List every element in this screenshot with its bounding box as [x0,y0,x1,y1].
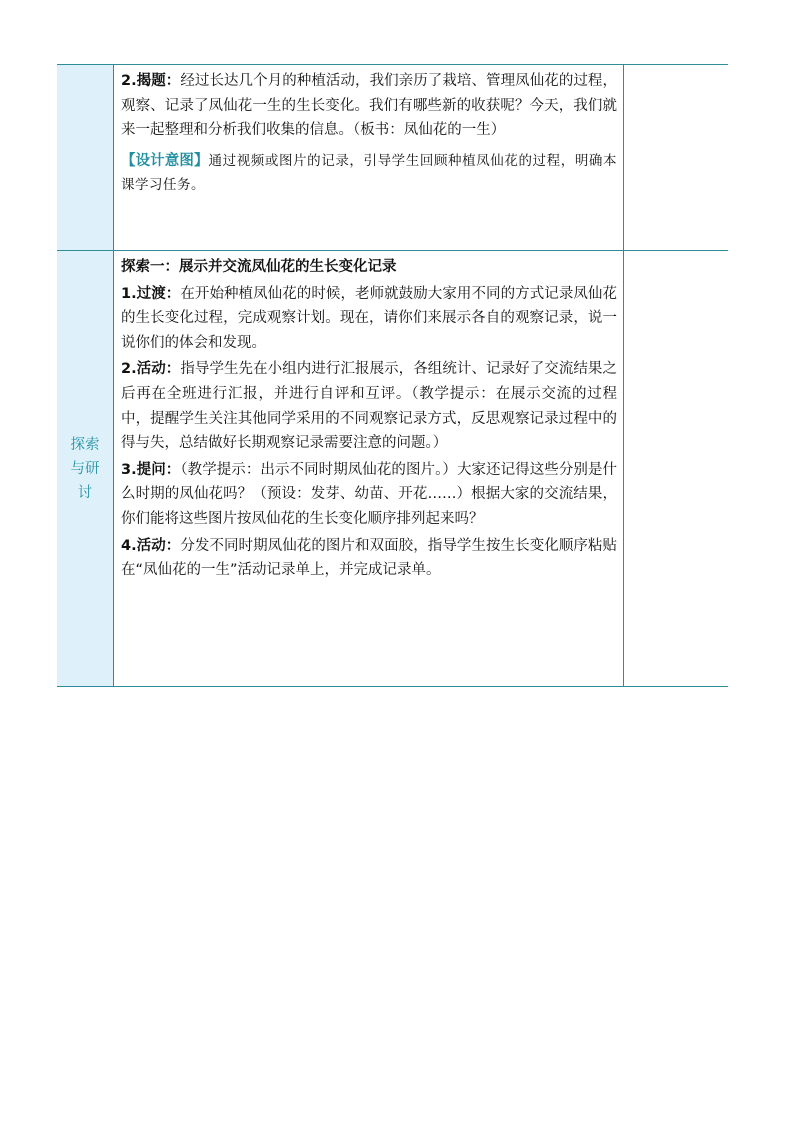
section-heading: 探索一：展示并交流凤仙花的生长变化记录 [121,259,397,275]
paragraph [121,458,617,532]
content-block [114,251,623,591]
section-label-cell [57,65,114,251]
paragraph [121,282,617,356]
design-intent [121,149,617,198]
paragraph [121,69,617,143]
design-intent-tag: 【设计意图】 [121,152,209,169]
content-cell [114,251,624,687]
notes-cell [624,65,729,251]
paragraph-text: 分发不同时期凤仙花的图片和双面胶，指导学生按生长变化顺序粘贴在“凤仙花的一生”活动记录单上，并完成记录单。 [121,537,617,579]
paragraph-lead: 2.活动： [121,361,181,378]
table-row [57,65,728,251]
paragraph [121,357,617,455]
notes-cell [624,251,729,687]
paragraph-lead: 2.揭题： [121,73,181,89]
content-block [114,65,623,206]
section-label: 探索与研讨 [70,436,100,501]
paragraph [121,534,617,583]
design-intent-text: 通过视频或图片的记录，引导学生回顾种植凤仙花的过程，明确本课学习任务。 [121,152,618,194]
paragraph-lead: 3.提问： [121,461,181,478]
paragraph-text: 指导学生先在小组内进行汇报展示，各组统计、记录好了交流结果之后再在全班进行汇报，并进行自评和互评。（教学提示：在展示交流的过程中，提醒学生关注其他同学采用的不同观察记录方式，反思观察记录过程中的得与失，总结做好长期观察记录需要注意的问题。） [121,361,617,452]
paragraph-lead: 4.活动： [121,537,181,554]
content-cell [114,65,624,251]
paragraph-lead: 1.过渡： [121,285,181,302]
lesson-plan-table [57,64,728,687]
table-row [57,251,728,687]
paragraph-text: 在开始种植凤仙花的时候，老师就鼓励大家用不同的方式记录凤仙花的生长变化过程，完成观察计划。现在，请你们来展示各自的观察记录，说一说你们的体会和发现。 [121,285,617,351]
paragraph-text: （教学提示：出示不同时期凤仙花的图片。）大家还记得这些分别是什么时期的凤仙花吗？（预设：发芽、幼苗、开花……）根据大家的交流结果，你们能将这些图片按凤仙花的生长变化顺序排列起来吗？ [121,461,617,527]
paragraph-text: 经过长达几个月的种植活动，我们亲历了栽培、管理凤仙花的过程，观察、记录了凤仙花一生的生长变化。我们有哪些新的收获呢？今天，我们就来一起整理和分析我们收集的信息。（板书：凤仙花的一生） [121,73,617,139]
section-label-cell [57,251,114,687]
